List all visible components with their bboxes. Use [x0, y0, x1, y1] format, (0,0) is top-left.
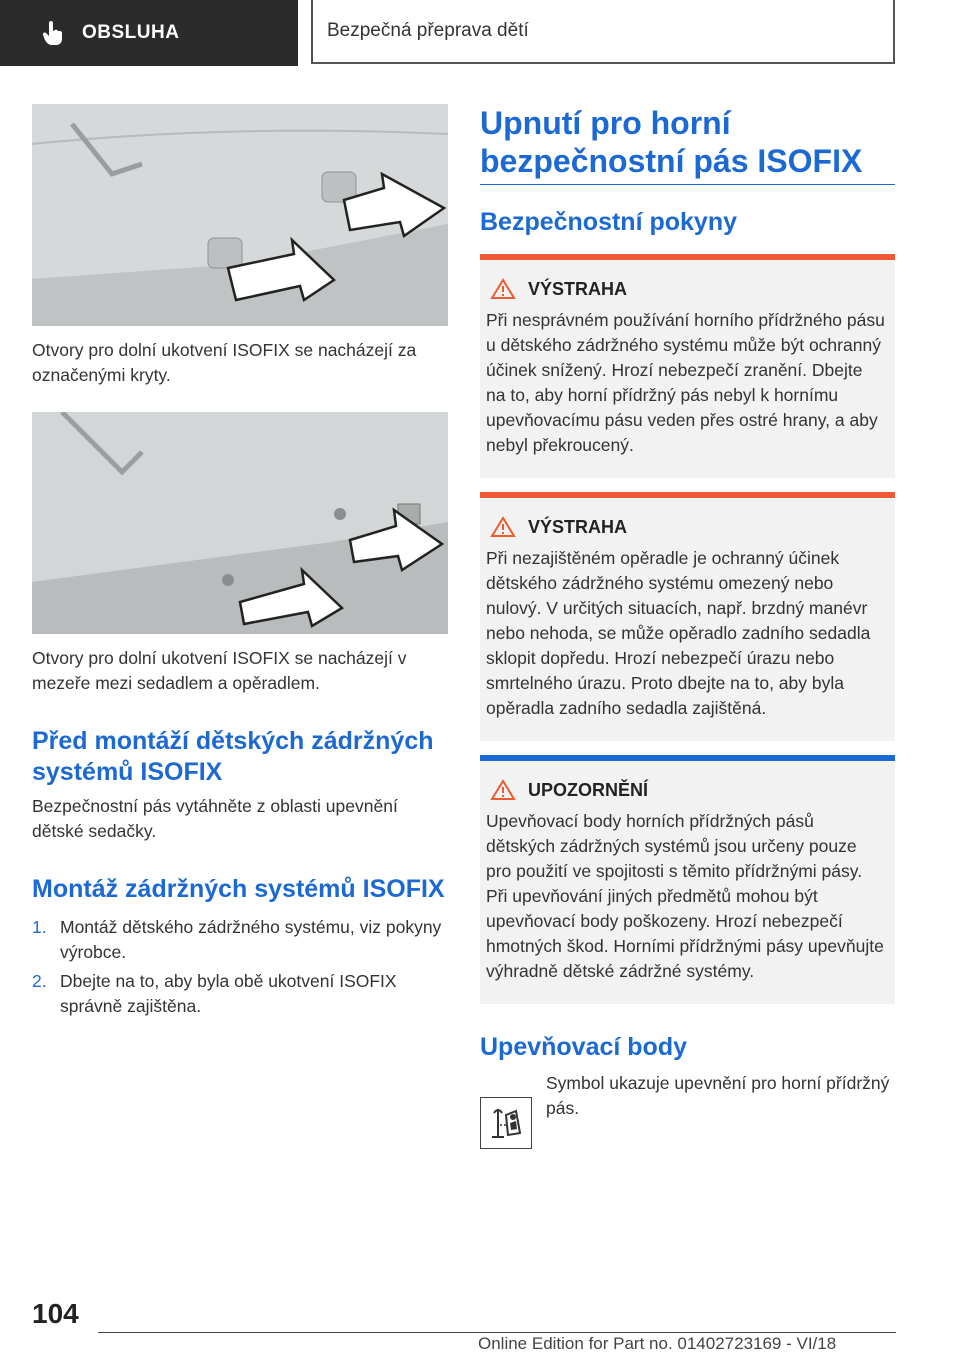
- caution-triangle-icon: [490, 779, 516, 801]
- anchor-symbol-row: [480, 1071, 895, 1149]
- step-text: Montáž dětského zádržného systému, viz pokyny výrobce.: [60, 917, 442, 962]
- notice-title-row: [486, 779, 885, 801]
- section-label: OBSLUHA: [82, 22, 180, 43]
- chapter-header: [311, 0, 895, 64]
- notice-title: VÝSTRAHA: [528, 516, 628, 537]
- edition-text: Online Edition for Part no. 01402723169 - VI/18: [478, 1334, 837, 1353]
- step-number: 2.: [32, 971, 47, 991]
- right-column: [480, 104, 895, 1149]
- list-item: [32, 969, 448, 1019]
- notice-text: Při nezajištěném opěradle je ochranný účinek dětského zádržného systému omezený nebo nulový. V určitých situacích, např. brzdný manévr nebo nehoda, se může opěradlo zadního sedadla sklopit dopředu. Hrozí nebezpečí úrazu nebo smrtelného úrazu. Proto dbejte na to, aby byla opěradla zadního sedadla zajištěná.: [486, 548, 871, 718]
- step-text: Dbejte na to, aby byla obě ukotvení ISOFIX správně zajištěna.: [60, 971, 397, 1016]
- before-mounting-text: Bezpečnostní pás vytáhněte z oblasti upevnění dětské sedačky.: [32, 796, 398, 841]
- warning-box: [480, 254, 895, 478]
- warning-box: [480, 492, 895, 741]
- step-number: 1.: [32, 917, 47, 937]
- warning-triangle-icon: [490, 278, 516, 300]
- footer-divider: [98, 1332, 896, 1333]
- notice-text: Při nesprávném používání horního přídržného pásu u dětského zádržného systému může být ochranný účinek snížený. Hrozí nebezpečí zranění. Dbejte na to, aby horní přídržný pás nebyl k hornímu upevňovacímu pásu veden přes ostré hrany, a aby nebyl překroucený.: [486, 310, 885, 455]
- list-item: [32, 915, 448, 965]
- notice-title: UPOZORNĚNÍ: [528, 779, 649, 800]
- isofix-top-tether-icon: [480, 1097, 532, 1149]
- caution-box: [480, 755, 895, 1004]
- left-column: [32, 104, 448, 1023]
- isofix-photo-gap: [32, 412, 448, 634]
- chapter-title: Bezpečná přeprava dětí: [327, 20, 529, 41]
- mounting-steps: [32, 915, 448, 1019]
- page-title: Upnutí pro horní bezpečnostní pás ISOFIX: [480, 104, 895, 185]
- section-tab: [0, 0, 298, 66]
- warning-triangle-icon: [490, 516, 516, 538]
- notice-title: VÝSTRAHA: [528, 278, 628, 299]
- anchor-symbol-text: Symbol ukazuje upevnění pro horní přídržný pás.: [546, 1073, 890, 1118]
- anchor-points-heading: Upevňovací body: [480, 1033, 687, 1061]
- isofix-photo-covers: [32, 104, 448, 326]
- safety-subtitle: Bezpečnostní pokyny: [480, 208, 737, 236]
- notice-text: Upevňovací body horních přídržných pásů dětských zádržných systémů jsou určeny pouze pro použití ve spojitosti s těmito přídržnými pásy. Při upevňování jiných předmětů mohou být upevňovací body poškozeny. Hrozí nebezpečí hmotných škod. Horními přídržnými pásy upevňujte výhradně dětské zádržné systémy.: [486, 811, 884, 981]
- page-number: 104: [32, 1298, 79, 1329]
- notice-title-row: [486, 278, 885, 300]
- notice-title-row: [486, 516, 885, 538]
- photo2-caption: Otvory pro dolní ukotvení ISOFIX se nacházejí v mezeře mezi sedadlem a opěradlem.: [32, 648, 407, 693]
- heading-before-mounting: Před montáží dětských zádržných systémů ISOFIX: [32, 727, 434, 786]
- hand-pointer-icon: [40, 20, 66, 46]
- heading-mounting: Montáž zádržných systémů ISOFIX: [32, 875, 445, 903]
- photo1-caption: Otvory pro dolní ukotvení ISOFIX se nacházejí za označenými kryty.: [32, 340, 417, 385]
